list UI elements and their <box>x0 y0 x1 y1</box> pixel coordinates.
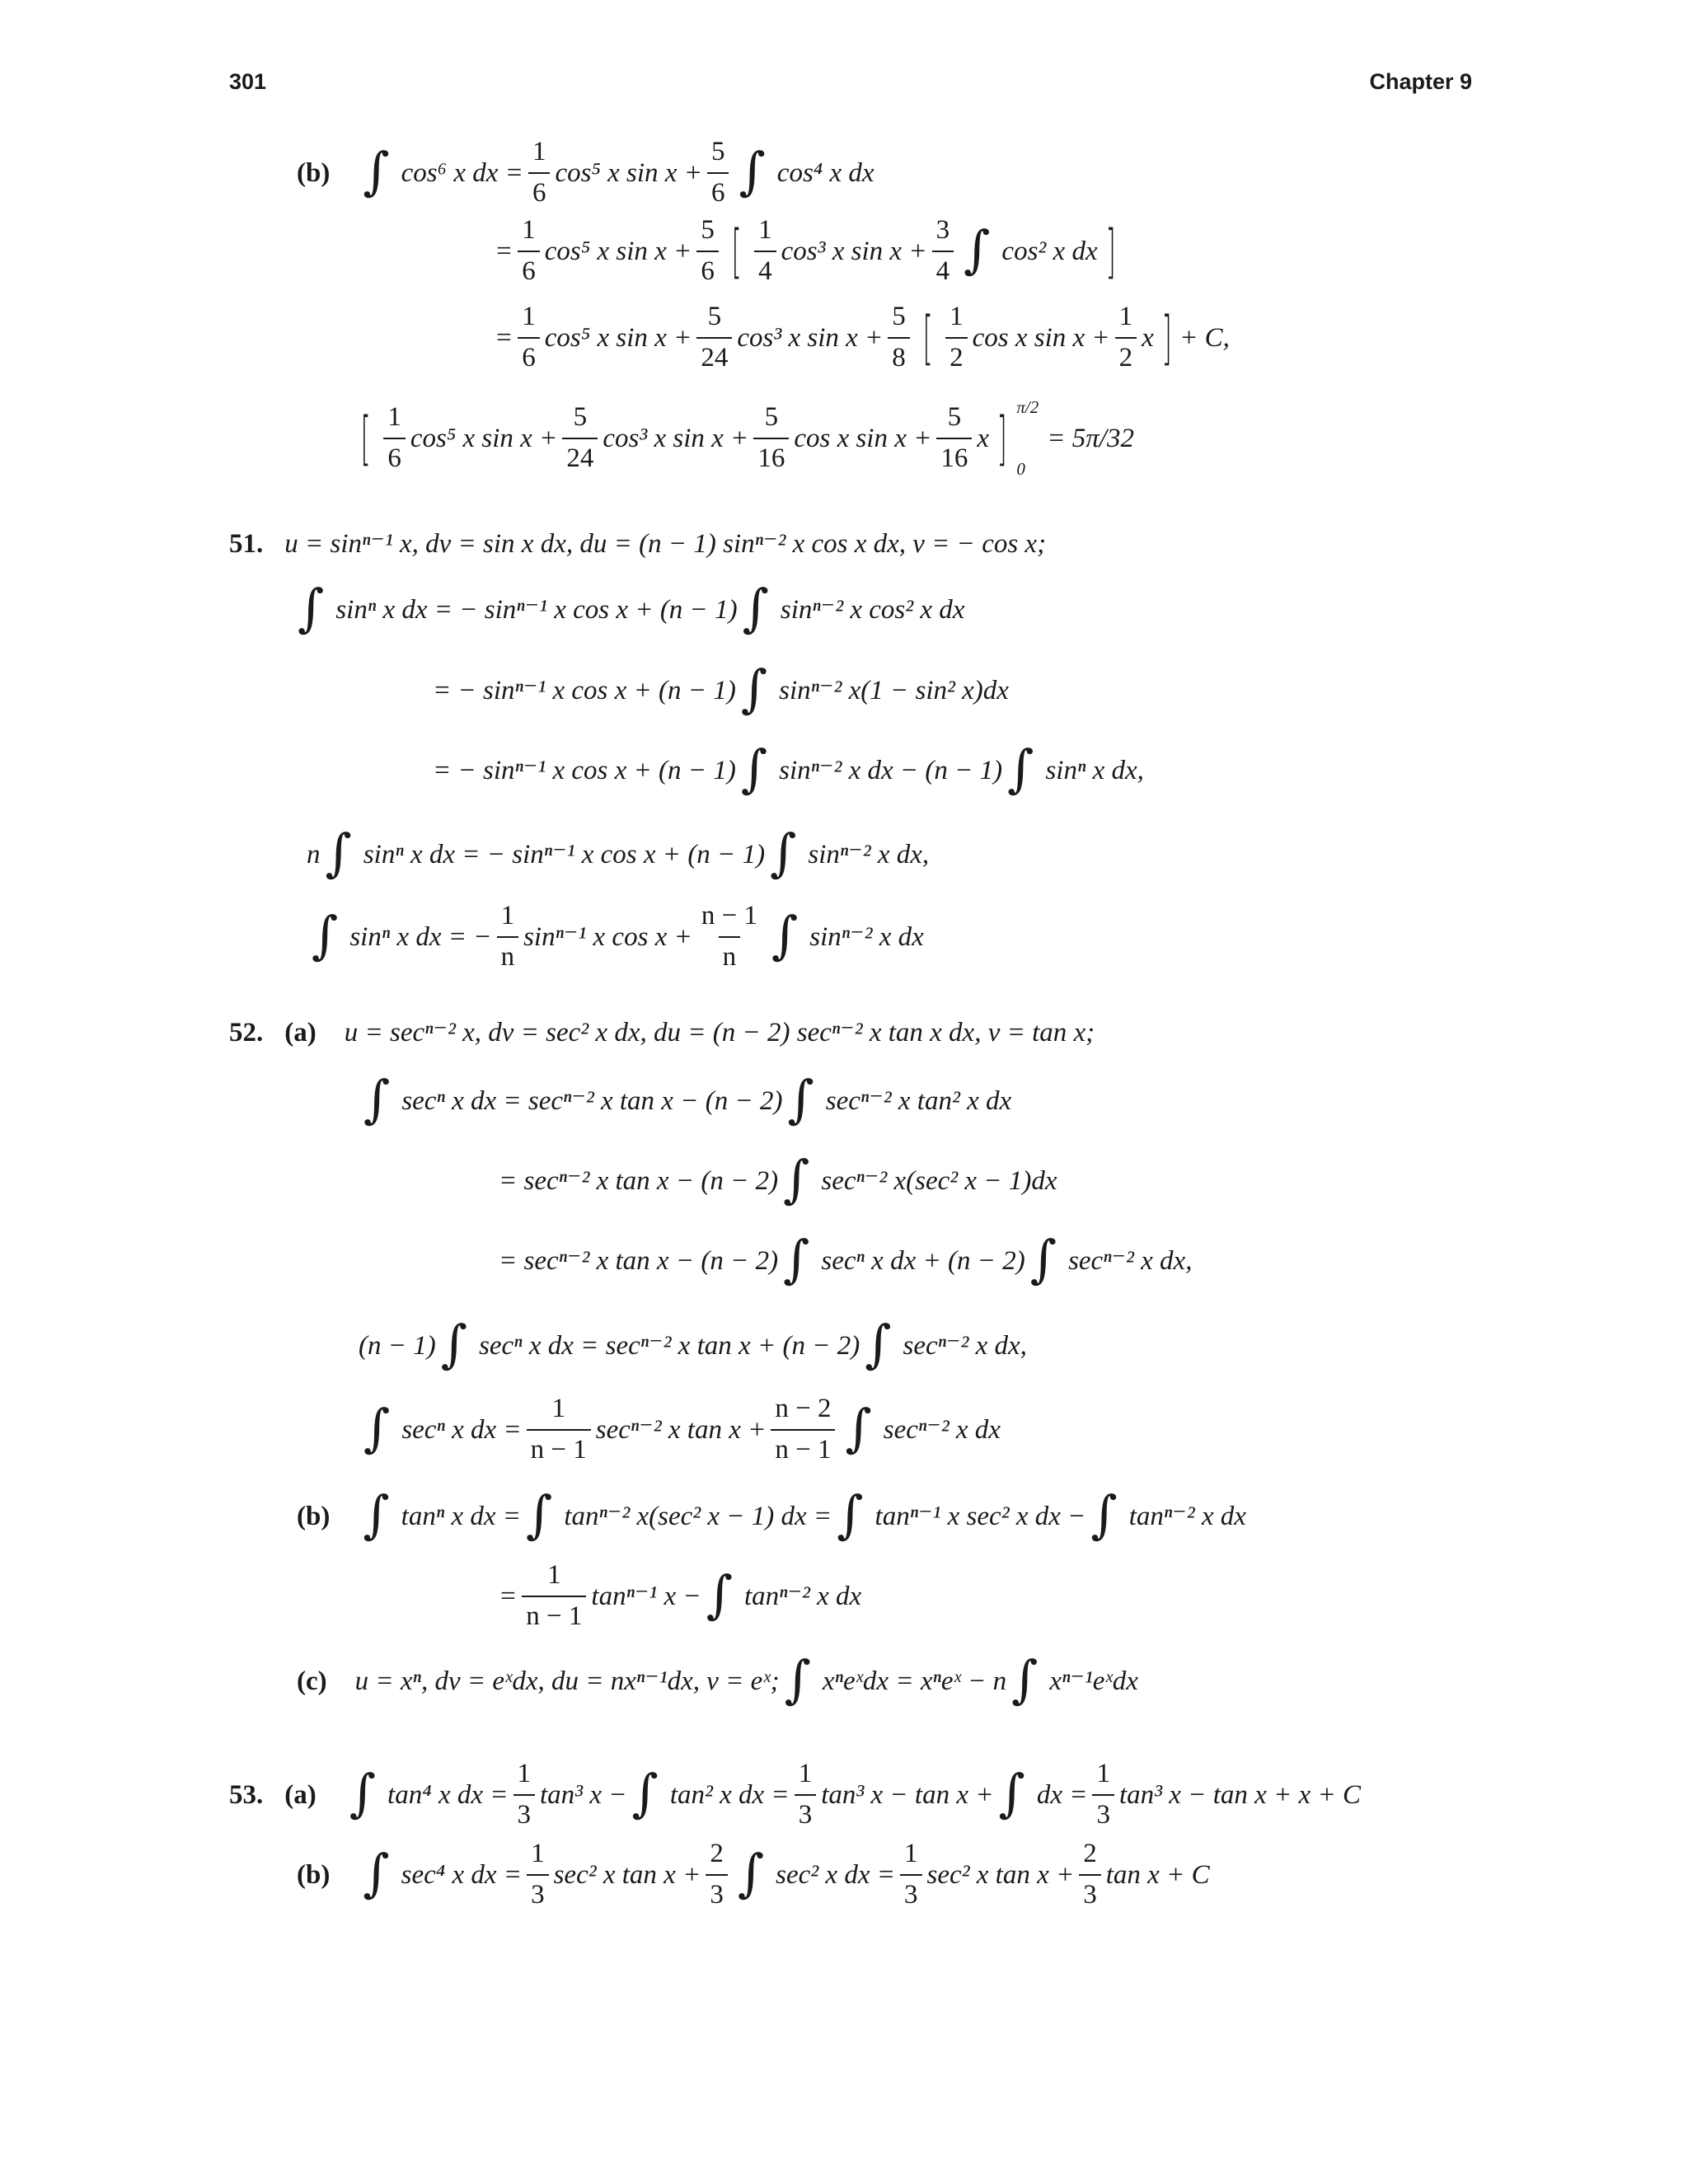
math-text: secⁿ x dx = secⁿ⁻² x tan x + (n − 2) <box>479 1330 860 1361</box>
fraction <box>527 1839 549 1911</box>
math-text: secⁿ⁻² x(sec² x − 1)dx <box>821 1165 1057 1196</box>
integral-sign: ∫ <box>737 1843 765 1903</box>
page-header <box>0 69 1688 102</box>
math-text: cos³ x sin x + <box>781 236 927 266</box>
math-text: cos x sin x + <box>972 322 1110 353</box>
numerator: 1 <box>950 302 964 332</box>
math-text: = secⁿ⁻² x tan x − (n − 2) <box>499 1165 779 1196</box>
math-text: dx = <box>1036 1779 1088 1810</box>
fraction <box>936 402 972 475</box>
numerator: 5 <box>573 402 588 433</box>
denominator: 3 <box>513 1794 536 1831</box>
math-text: = <box>495 322 513 353</box>
math-text: cos⁵ x sin x + <box>544 236 692 266</box>
numerator: 1 <box>532 137 546 167</box>
equation-line <box>359 1309 1027 1383</box>
math-text: secⁿ⁻² x dx, <box>1068 1245 1193 1276</box>
equation-line <box>229 507 1046 581</box>
equation-line <box>297 1479 1246 1554</box>
denominator: 3 <box>1079 1874 1101 1911</box>
problem-number: 53. <box>229 1779 264 1810</box>
integral-sign: ∫ <box>631 1763 659 1823</box>
denominator: 6 <box>383 438 406 475</box>
equation-line <box>307 818 929 892</box>
math-text: cos⁵ x sin x + <box>555 157 702 188</box>
math-text: sec² x tan x + <box>553 1859 701 1890</box>
denominator: 3 <box>900 1874 922 1911</box>
denominator: n <box>719 936 741 973</box>
math-text: xⁿ⁻¹eˣdx <box>1049 1666 1138 1696</box>
denominator: 3 <box>795 1794 817 1831</box>
equation-line <box>359 1064 1011 1138</box>
part-label: (a) <box>284 1779 316 1810</box>
math-text: secⁿ x dx + (n − 2) <box>821 1245 1025 1276</box>
integral-sign: ∫ <box>784 1649 811 1709</box>
numerator: 5 <box>892 302 906 332</box>
part-label: (b) <box>297 1501 331 1531</box>
equation-line <box>499 1559 861 1633</box>
evaluation-limits <box>1016 399 1039 478</box>
denominator: n − 1 <box>522 1596 586 1633</box>
denominator: 2 <box>1115 337 1137 374</box>
math-text: tanⁿ⁻² x dx <box>1128 1501 1246 1531</box>
right-bracket: ] <box>996 405 1007 472</box>
fraction <box>888 302 910 374</box>
math-text: tan² x dx = <box>669 1779 790 1810</box>
numerator: 3 <box>935 215 950 246</box>
integral-sign: ∫ <box>1007 738 1034 799</box>
numerator: 5 <box>707 302 722 332</box>
numerator: 1 <box>904 1839 918 1869</box>
right-bracket: ] <box>1105 218 1116 285</box>
integral-sign: ∫ <box>363 1398 391 1458</box>
math-text: cos³ x sin x + <box>737 322 884 353</box>
left-bracket: [ <box>731 218 742 285</box>
denominator: 24 <box>696 337 732 374</box>
numerator: 1 <box>517 1759 532 1789</box>
denominator: 6 <box>696 251 719 288</box>
math-text: tan³ x − tan x + <box>821 1779 994 1810</box>
equation-line <box>297 1838 1210 1912</box>
math-text: secⁿ⁻² x tan² x dx <box>825 1085 1012 1116</box>
math-text: secⁿ⁻² x dx <box>883 1414 1001 1445</box>
integral-sign: ∫ <box>740 738 768 799</box>
integral-sign: ∫ <box>845 1398 872 1458</box>
fraction <box>527 1394 591 1466</box>
math-text: u = xⁿ, dv = eˣdx, du = nxⁿ⁻¹dx, v = eˣ; <box>354 1666 780 1696</box>
math-text: cos⁵ x sin x + <box>410 423 558 453</box>
equation-line <box>307 900 924 974</box>
integral-sign: ∫ <box>740 658 768 719</box>
equation-line <box>297 1644 1138 1718</box>
math-text: cos² x dx <box>1001 236 1098 266</box>
integral-sign: ∫ <box>738 141 766 201</box>
math-text: sinⁿ x dx = − sinⁿ⁻¹ x cos x + (n − 1) <box>335 594 738 625</box>
integral-sign: ∫ <box>742 578 769 638</box>
equation-line <box>359 1393 1001 1467</box>
equation-line <box>229 996 1095 1070</box>
integral-sign: ∫ <box>363 141 390 201</box>
part-label: (b) <box>297 1859 331 1890</box>
fraction <box>1092 1759 1114 1831</box>
integral-sign: ∫ <box>706 1564 734 1624</box>
integral-sign: ∫ <box>1029 1229 1057 1289</box>
math-text: cos⁵ x sin x + <box>544 322 692 353</box>
equation-line <box>433 654 1009 728</box>
math-text: = − sinⁿ⁻¹ x cos x + (n − 1) <box>433 675 736 705</box>
denominator: 16 <box>753 438 789 475</box>
fraction <box>1115 302 1137 374</box>
equation-line <box>499 1224 1192 1298</box>
math-text: tanⁿ⁻¹ x − <box>591 1581 701 1611</box>
right-bracket: ] <box>1161 304 1172 372</box>
math-text: sinⁿ⁻² x dx <box>809 921 924 952</box>
denominator: 3 <box>527 1874 549 1911</box>
numerator: 5 <box>710 137 725 167</box>
numerator: 1 <box>387 402 401 433</box>
denominator: 6 <box>518 251 540 288</box>
math-text: sinⁿ⁻² x dx, <box>808 839 930 869</box>
integral-sign: ∫ <box>526 1484 553 1544</box>
math-text: sinⁿ x dx = − <box>349 921 492 952</box>
page-number: 301 <box>229 69 267 94</box>
math-text: sec² x dx = <box>776 1859 895 1890</box>
numerator: 1 <box>1096 1759 1110 1789</box>
equation-line <box>229 1758 1361 1832</box>
denominator: 24 <box>562 438 598 475</box>
integral-sign: ∫ <box>1011 1649 1039 1709</box>
math-text: sec⁴ x dx = <box>401 1859 523 1890</box>
fraction <box>696 215 719 288</box>
integral-sign: ∫ <box>363 1843 390 1903</box>
left-bracket: [ <box>360 405 371 472</box>
math-text: cos x sin x + <box>794 423 932 453</box>
integral-sign: ∫ <box>964 219 991 279</box>
integral-sign: ∫ <box>783 1149 810 1209</box>
fraction <box>932 215 954 288</box>
numerator: 1 <box>758 215 772 246</box>
equation-line <box>499 1144 1057 1218</box>
math-text: tan³ x − <box>540 1779 627 1810</box>
math-text: = <box>499 1581 518 1611</box>
equation-line <box>495 301 1230 375</box>
fraction <box>697 901 762 973</box>
lower-limit: 0 <box>1016 459 1025 479</box>
math-text: sinⁿ⁻² x dx − (n − 1) <box>779 755 1003 785</box>
integral-sign: ∫ <box>865 1314 892 1374</box>
problem-number: 51. <box>229 528 264 559</box>
fraction <box>696 302 732 374</box>
math-text: (n − 1) <box>359 1330 436 1361</box>
fraction <box>754 215 776 288</box>
numerator: 2 <box>1083 1839 1097 1869</box>
numerator: n − 2 <box>775 1394 832 1424</box>
integral-sign: ∫ <box>787 1069 814 1129</box>
math-text: n <box>307 839 321 869</box>
numerator: 1 <box>522 215 536 246</box>
denominator: 6 <box>707 172 729 209</box>
math-text: tan³ x − tan x + x + C <box>1118 1779 1361 1810</box>
problem-number: 52. <box>229 1017 264 1047</box>
integral-sign: ∫ <box>770 823 797 883</box>
math-text: = − sinⁿ⁻¹ x cos x + (n − 1) <box>433 755 736 785</box>
math-text: tanⁿ⁻² x(sec² x − 1) dx = <box>564 1501 832 1531</box>
fraction <box>753 402 789 475</box>
equation-line <box>495 214 1123 288</box>
denominator: n <box>497 936 519 973</box>
integral-sign: ∫ <box>363 1069 391 1129</box>
math-text: = secⁿ⁻² x tan x − (n − 2) <box>499 1245 779 1276</box>
numerator: 5 <box>764 402 779 433</box>
math-text: tanⁿ⁻¹ x sec² x dx − <box>874 1501 1086 1531</box>
numerator: 1 <box>798 1759 813 1789</box>
fraction <box>518 215 540 288</box>
math-text: cos⁶ x dx = <box>401 157 523 188</box>
equation-line <box>293 573 964 647</box>
denominator: 2 <box>945 337 968 374</box>
math-text: secⁿ⁻² x tan x + <box>595 1414 767 1445</box>
integral-sign: ∫ <box>783 1229 810 1289</box>
math-text: sinⁿ x dx = − sinⁿ⁻¹ x cos x + (n − 1) <box>363 839 766 869</box>
part-label: (c) <box>297 1666 327 1696</box>
math-text: tan⁴ x dx = <box>387 1779 509 1810</box>
integral-sign: ∫ <box>837 1484 864 1544</box>
chapter-title: Chapter 9 <box>1369 69 1472 94</box>
equation-line <box>433 733 1144 808</box>
denominator: 4 <box>932 251 954 288</box>
fraction <box>771 1394 835 1466</box>
integral-sign: ∫ <box>440 1314 468 1374</box>
numerator: 1 <box>500 901 515 931</box>
math-text: u = secⁿ⁻² x, dv = sec² x dx, du = (n − 2) secⁿ⁻² x tan x dx, v = tan x; <box>344 1017 1095 1047</box>
math-text: sinⁿ⁻² x cos² x dx <box>780 594 965 625</box>
part-label: (b) <box>297 157 331 188</box>
integral-sign: ∫ <box>312 905 339 965</box>
math-text: secⁿ⁻² x dx, <box>903 1330 1027 1361</box>
math-text: u = sinⁿ⁻¹ x, dv = sin x dx, du = (n − 1) sinⁿ⁻² x cos x dx, v = − cos x; <box>284 528 1047 559</box>
fraction <box>945 302 968 374</box>
math-text: sinⁿ x dx, <box>1045 755 1144 785</box>
numerator: 5 <box>947 402 962 433</box>
math-text: sinⁿ⁻² x(1 − sin² x)dx <box>779 675 1009 705</box>
fraction <box>518 302 540 374</box>
integral-sign: ∫ <box>349 1763 377 1823</box>
math-text: sec² x tan x + <box>926 1859 1075 1890</box>
fraction <box>528 137 551 209</box>
fraction <box>522 1560 586 1633</box>
denominator: 16 <box>936 438 972 475</box>
math-text: tanⁿ x dx = <box>401 1501 522 1531</box>
math-text: xⁿeˣdx = xⁿeˣ − n <box>822 1666 1007 1696</box>
denominator: 3 <box>706 1874 728 1911</box>
denominator: 4 <box>754 251 776 288</box>
math-text: = <box>495 236 513 266</box>
integral-sign: ∫ <box>363 1484 390 1544</box>
numerator: 1 <box>551 1394 565 1424</box>
math-text: cos⁴ x dx <box>776 157 874 188</box>
left-bracket: [ <box>922 304 933 372</box>
denominator: 6 <box>518 337 540 374</box>
numerator: 1 <box>547 1560 561 1591</box>
math-text: + C, <box>1179 322 1230 353</box>
upper-limit: π/2 <box>1016 397 1039 417</box>
denominator: 6 <box>528 172 551 209</box>
math-text: tan x + C <box>1105 1859 1210 1890</box>
numerator: 5 <box>701 215 715 246</box>
integral-sign: ∫ <box>325 823 352 883</box>
denominator: n − 1 <box>771 1429 835 1466</box>
denominator: n − 1 <box>527 1429 591 1466</box>
math-text: sinⁿ⁻¹ x cos x + <box>523 921 692 952</box>
part-label: (a) <box>284 1017 316 1047</box>
fraction <box>513 1759 536 1831</box>
fraction <box>900 1839 922 1911</box>
equation-line <box>353 397 1134 479</box>
integral-sign: ∫ <box>1090 1484 1118 1544</box>
math-text: cos³ x sin x + <box>603 423 749 453</box>
integral-sign: ∫ <box>771 905 799 965</box>
math-text: = 5π/32 <box>1047 423 1134 453</box>
fraction <box>795 1759 817 1831</box>
math-text: secⁿ x dx = secⁿ⁻² x tan x − (n − 2) <box>401 1085 783 1116</box>
numerator: 1 <box>1118 302 1133 332</box>
numerator: 2 <box>710 1839 724 1869</box>
numerator: 1 <box>522 302 536 332</box>
fraction <box>562 402 598 475</box>
equation-line <box>297 136 874 210</box>
math-text: x <box>977 423 990 453</box>
numerator: 1 <box>531 1839 545 1869</box>
fraction <box>706 1839 728 1911</box>
integral-sign: ∫ <box>998 1763 1025 1823</box>
fraction <box>707 137 729 209</box>
fraction <box>1079 1839 1101 1911</box>
fraction <box>497 901 519 973</box>
denominator: 8 <box>888 337 910 374</box>
numerator: n − 1 <box>701 901 757 931</box>
integral-sign: ∫ <box>298 578 325 638</box>
math-text: secⁿ x dx = <box>401 1414 522 1445</box>
fraction <box>383 402 406 475</box>
denominator: 3 <box>1092 1794 1114 1831</box>
math-text: x <box>1142 322 1154 353</box>
math-text: tanⁿ⁻² x dx <box>744 1581 862 1611</box>
